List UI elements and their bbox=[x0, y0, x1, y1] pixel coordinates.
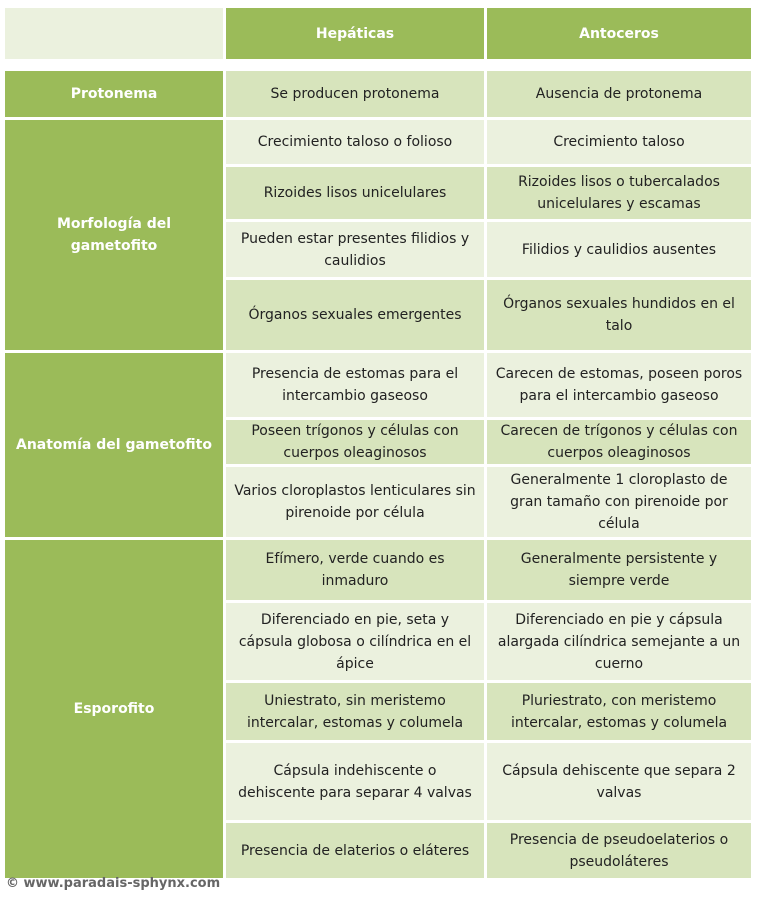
cell-antoceros: Diferenciado en pie y cápsula alargada cilíndrica semejante a un cuerno bbox=[487, 603, 751, 680]
cell-antoceros: Generalmente persistente y siempre verde bbox=[487, 540, 751, 600]
cell-hepaticas: Se producen protonema bbox=[226, 71, 484, 117]
category-anatomia: Anatomía del gametofito bbox=[5, 353, 223, 537]
cell-antoceros: Filidios y caulidios ausentes bbox=[487, 222, 751, 277]
cell-hepaticas: Diferenciado en pie, seta y cápsula globosa o cilíndrica en el ápice bbox=[226, 603, 484, 680]
cell-hepaticas: Presencia de estomas para el intercambio gaseoso bbox=[226, 353, 484, 417]
cell-hepaticas: Cápsula indehiscente o dehiscente para separar 4 valvas bbox=[226, 743, 484, 820]
cell-hepaticas: Órganos sexuales emergentes bbox=[226, 280, 484, 350]
cell-antoceros: Pluriestrato, con meristemo intercalar, estomas y columela bbox=[487, 683, 751, 740]
category-esporofito: Esporofito bbox=[5, 540, 223, 878]
category-protonema: Protonema bbox=[5, 71, 223, 117]
header-antoceros: Antoceros bbox=[487, 8, 751, 59]
cell-antoceros: Ausencia de protonema bbox=[487, 71, 751, 117]
cell-hepaticas: Uniestrato, sin meristemo intercalar, estomas y columela bbox=[226, 683, 484, 740]
comparison-table bbox=[5, 8, 751, 878]
cell-hepaticas: Crecimiento taloso o folioso bbox=[226, 120, 484, 164]
cell-antoceros: Cápsula dehiscente que separa 2 valvas bbox=[487, 743, 751, 820]
cell-antoceros: Presencia de pseudoelaterios o pseudoláteres bbox=[487, 823, 751, 878]
header-hepaticas: Hepáticas bbox=[226, 8, 484, 59]
copyright-footer: © www.paradais-sphynx.com bbox=[6, 876, 221, 891]
cell-hepaticas: Rizoides lisos unicelulares bbox=[226, 167, 484, 219]
cell-hepaticas: Varios cloroplastos lenticulares sin pirenoide por célula bbox=[226, 467, 484, 537]
category-morfologia: Morfología del gametofito bbox=[5, 120, 223, 350]
cell-hepaticas: Presencia de elaterios o eláteres bbox=[226, 823, 484, 878]
cell-antoceros: Carecen de trígonos y células con cuerpos oleaginosos bbox=[487, 420, 751, 464]
cell-antoceros: Carecen de estomas, poseen poros para el intercambio gaseoso bbox=[487, 353, 751, 417]
cell-hepaticas: Poseen trígonos y células con cuerpos oleaginosos bbox=[226, 420, 484, 464]
cell-antoceros: Órganos sexuales hundidos en el talo bbox=[487, 280, 751, 350]
cell-antoceros: Generalmente 1 cloroplasto de gran tamaño con pirenoide por célula bbox=[487, 467, 751, 537]
corner-cell bbox=[5, 8, 223, 59]
cell-antoceros: Crecimiento taloso bbox=[487, 120, 751, 164]
cell-hepaticas: Pueden estar presentes filidios y caulidios bbox=[226, 222, 484, 277]
cell-hepaticas: Efímero, verde cuando es inmaduro bbox=[226, 540, 484, 600]
cell-antoceros: Rizoides lisos o tubercalados unicelulares y escamas bbox=[487, 167, 751, 219]
